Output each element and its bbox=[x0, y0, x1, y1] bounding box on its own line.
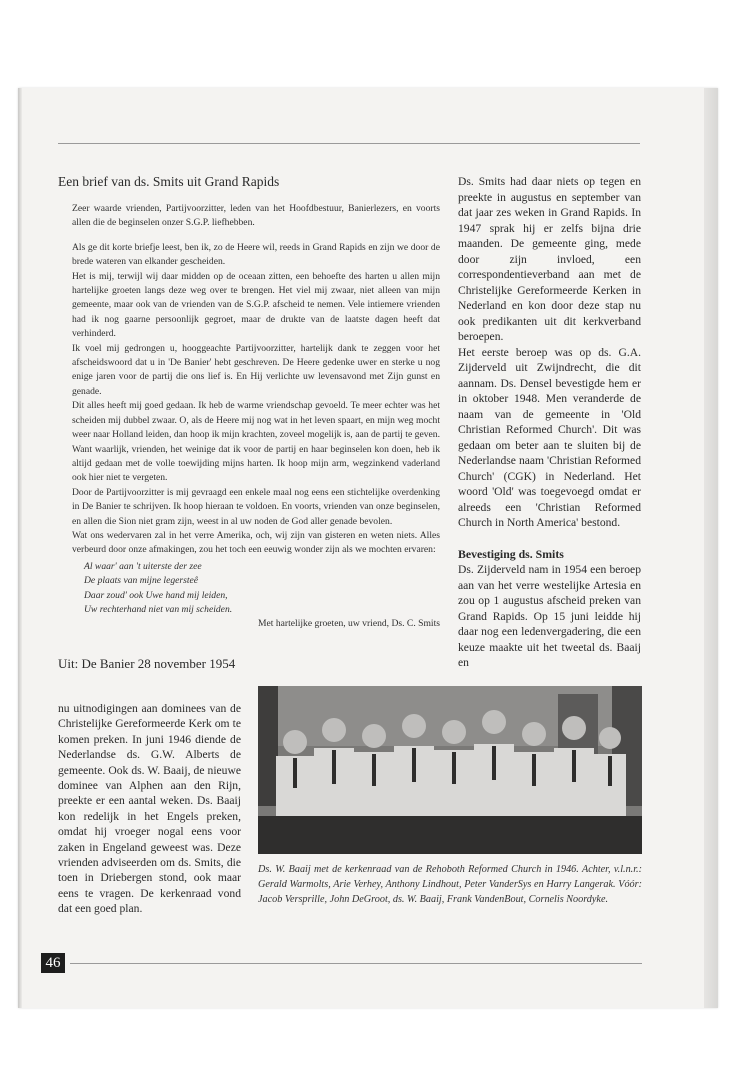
body-paragraph: Ds. Zijderveld nam in 1954 een beroep aan van het verre westelijke Artesia en zou op 1 augustus afscheid preken van Grand Rapids. Op 15 juni leidde hij daar nog een ledenvergadering, die een keuze maakte uit het tweetal ds. Baaij en bbox=[458, 563, 641, 669]
letter-paragraph: Wat ons wedervaren zal in het verre Amerika, och, wij zijn van gisteren en weten niets. Alles verbeurd door onze afmakingen, zou het toch een eeuwig wonder zijn als we mochten ervaren: bbox=[72, 529, 440, 556]
bottom-divider bbox=[70, 963, 642, 964]
letter-paragraph: Door de Partijvoorzitter is mij gevraagd een enkele maal nog eens een stichtelijke overdenking in De Banier te schrijven. Ik hoop hieraan te voldoen. En voorts, vrienden van onze beginselen, en allen die Sion niet gram zijn, weest in al uw noden de God aller genade bevolen. bbox=[72, 486, 440, 527]
letter-paragraph: Het is mij, terwijl wij daar midden op de oceaan zitten, een behoefte des harten u allen mijn hartelijke groeten langs deze weg over te brengen. Het viel mij zwaar, niet alleen van mijn gemeente, maar ook van de vrienden van de S.G.P. afscheid te nemen. Vele intiemere vrienden had ik nog gaarne persoonlijk gegroet, maar de drukte van de laatste dagen heeft dat verhinderd. bbox=[72, 270, 440, 340]
bottom-left-column: nu uitnodigingen aan dominees van de Christelijke Gereformeerde Kerk om te komen preken. In juni 1946 diende de Nederlandse ds. G.W. Alberts de gemeente. Ook ds. W. Baaij, de nieuwe dominee van Alphen aan den Rijn, preekte er een aantal weken. Ds. Baaij kon redelijk in het Engels preken, omdat hij vroeger nogal eens voor zaken in Engeland geweest was. Deze vrienden adviseerden om ds. Smits, die toen in Driebergen stond, ook maar eens te vragen. De kerkenraad vond dat een goed plan. bbox=[58, 702, 241, 916]
group-photo-image bbox=[258, 686, 642, 854]
letter-box bbox=[72, 202, 440, 632]
letter-paragraph: Als ge dit korte briefje leest, ben ik, zo de Heere wil, reeds in Grand Rapids en zijn we door de brede wateren van elkander gescheiden. bbox=[72, 241, 440, 268]
letter-heading: Een brief van ds. Smits uit Grand Rapids bbox=[58, 174, 280, 189]
letter-signoff: Met hartelijke groeten, uw vriend, Ds. C. Smits bbox=[258, 618, 440, 630]
photo-caption: Ds. W. Baaij met de kerkenraad van de Rehoboth Reformed Church in 1946. Achter, v.l.n.r.: Gerald Warmolts, Arie Verhey, Anthony Lindhout, Peter VanderSys en Harry Langerak. Vóór: Jacob Versprille, John DeGroot, ds. W. Baaij, Frank VandenBout, Cornelis Noordyke. bbox=[258, 864, 642, 905]
section-subheading: Bevestiging ds. Smits bbox=[458, 546, 564, 561]
letter-paragraph: Dit alles heeft mij goed gedaan. Ik heb de warme vriendschap gevoeld. Te meer echter was het scheiden mij dubbel zwaar. O, als de Heere mij nog wat in het leven spaart, en mijn weg mocht weer naar Holland leiden, dan hoop ik mijn krachten, zoveel mogelijk is, aan de partij te geven. Want waarlijk, vrienden, het weinige dat ik voor de partij en haar beginselen kon doen, heb ik altijd gedaan met de volle toewijding mijns harten. Ik hoop mijn arm, wegzinkend vaderland ook hier niet te vergeten. bbox=[72, 400, 440, 484]
letter-salutation: Zeer waarde vrienden, Partijvoorzitter, leden van het Hoofdbestuur, Banierlezers, en voorts allen die de beginselen onzer S.G.P. liefhebben. bbox=[72, 203, 440, 229]
top-divider bbox=[58, 143, 640, 144]
poem-line: De plaats van mijne legersteê bbox=[84, 575, 199, 587]
page-right-shade bbox=[704, 88, 718, 1008]
source-line: Uit: De Banier 28 november 1954 bbox=[58, 656, 236, 671]
poem-line: Daar zoud' ook Uwe hand mij leiden, bbox=[84, 589, 228, 601]
page-number: 46 bbox=[41, 953, 65, 973]
poem-line: Uw rechterhand niet van mij scheiden. bbox=[84, 603, 233, 615]
body-paragraph: Ds. Smits had daar niets op tegen en preekte in augustus en september van dat jaar zes weken in Grand Rapids. In 1947 sprak hij er zelfs bijna drie maanden. De gemeente ging, mede door zijn invloed, een correspondentieverband aan met de Christelijke Gereformeerde Kerken in Nederland en kon door deze stap nu ook predikanten uit dit kerkverband beroepen. bbox=[458, 175, 641, 343]
page-left-edge bbox=[18, 88, 22, 1008]
right-column bbox=[458, 174, 641, 671]
group-photo bbox=[258, 686, 642, 854]
poem-line: Al waar' aan 't uiterste der zee bbox=[84, 560, 202, 572]
poem-quote bbox=[84, 560, 440, 618]
body-paragraph: Het eerste beroep was op ds. G.A. Zijderveld uit Zwijndrecht, die dit aannam. Ds. Densel bevestigde hem er in oktober 1948. Men veranderde de naam van de gemeente in 'Old Christian Reformed Church'. Dit was gedaan om beter aan te sluiten bij de Nederlandse naam 'Christian Reformed Church' (CGK) in Nederland. Het woord 'Old' was toegevoegd omdat er alreeds een 'Christian Reformed Church in North America' bestond. bbox=[458, 345, 641, 529]
letter-paragraph: Ik voel mij gedrongen u, hooggeachte Partijvoorzitter, hartelijk dank te zeggen voor het afscheidswoord dat u in 'De Banier' hebt geschreven. De Heere gedenke uwer en sterke u nog enige jaren voor de partij die ons lief is. En Hij verlichte uw levensavond met Zijn gunst en genade. bbox=[72, 342, 440, 397]
